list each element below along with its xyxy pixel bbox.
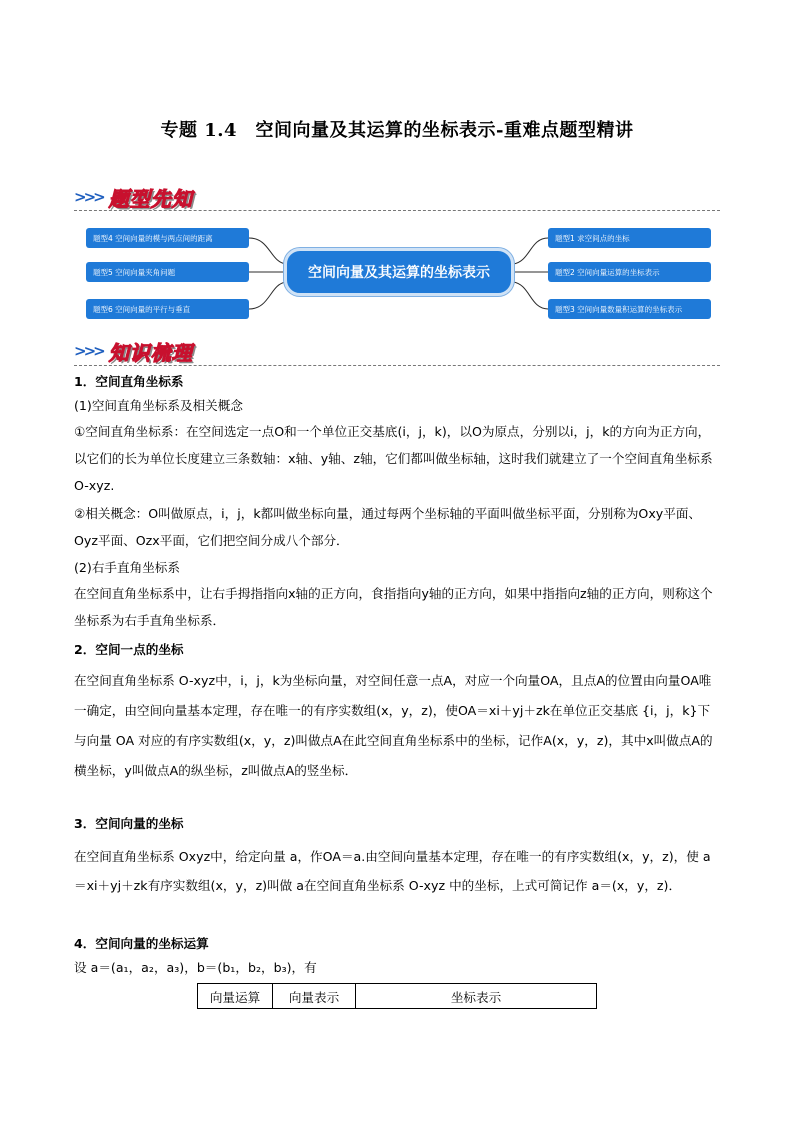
section-1-subheading-1: (1)空间直角坐标系及相关概念 [74, 398, 243, 413]
mindmap-node-type6: 题型6 空间向量的平行与垂直 [86, 299, 249, 319]
section-3-heading: 3．空间向量的坐标 [74, 816, 184, 831]
banner-arrows-icon: >>> [74, 342, 103, 360]
mindmap-node-type1: 题型1 求空间点的坐标 [548, 228, 711, 248]
connector-right-1 [513, 238, 548, 264]
section-1-paragraph-3: 在空间直角坐标系中，让右手拇指指向x轴的正方向，食指指向y轴的正方向，如果中指指向z轴的正方向，则称这个坐标系为右手直角坐标系． [74, 586, 713, 628]
connector-right-3 [513, 282, 548, 309]
section-1-paragraph-1: ①空间直角坐标系：在空间选定一点O和一个单位正交基底(i，j，k)，以O为原点，分别以i，j，k的方向为正方向，以它们的长为单位长度建立三条数轴：x轴、y轴、z轴，它们都叫做坐标轴，这时我们就建立了一个空间直角坐标系 O-xyz. [74, 424, 713, 493]
section-2-paragraph-1: 在空间直角坐标系 O-xyz中，i，j，k为坐标向量，对空间任意一点A，对应一个向量OA，且点A的位置由向量OA唯一确定，由空间向量基本定理，存在唯一的有序实数组(x，y，z)，使OA＝xi＋yj＋zk在单位正交基底 {i，j，k}下与向量 OA 对应的有序实数组(x，y，z)叫做点A在此空间直角坐标系中的坐标，记作A(x，y，z)，其中x叫做点A的横坐标，y叫做点A的纵坐标，z叫做点A的竖坐标． [74, 673, 713, 778]
section-1-subheading-2: (2)右手直角坐标系 [74, 560, 180, 575]
banner-label: 知识梳理 [108, 340, 193, 365]
mindmap-center-node: 空间向量及其运算的坐标表示 [284, 248, 514, 296]
table-header-row [198, 984, 597, 1009]
section-3-paragraph-1: 在空间直角坐标系 Oxyz中，给定向量 a，作OA＝a.由空间向量基本定理，存在唯一的有序实数组(x，y，z)，使 a＝xi＋yj＋zk有序实数组(x，y，z)叫做 a在空间直角坐标系 O-xyz 中的坐标，上式可简记作 a＝(x，y，z)． [74, 849, 711, 893]
section-4-paragraph-1: 设 a＝(a₁，a₂，a₃)，b＝(b₁，b₂，b₃)，有 [74, 960, 317, 975]
table-header-cell: 向量运算 [198, 984, 273, 1009]
page-title: 专题 1.4 空间向量及其运算的坐标表示-重难点题型精讲 [160, 120, 634, 141]
banner-label: 题型先知 [108, 186, 193, 211]
coordinate-operations-table [197, 983, 597, 1009]
banner-arrows-icon: >>> [74, 188, 103, 206]
section-2-heading: 2．空间一点的坐标 [74, 642, 184, 657]
table-header-cell: 向量表示 [273, 984, 356, 1009]
mindmap-node-type2: 题型2 空间向量运算的坐标表示 [548, 262, 711, 282]
mindmap-node-type3: 题型3 空间向量数量积运算的坐标表示 [548, 299, 711, 319]
section-4-heading: 4．空间向量的坐标运算 [74, 936, 209, 951]
section-1-paragraph-2: ②相关概念：O叫做原点，i，j，k都叫做坐标向量，通过每两个坐标轴的平面叫做坐标平面，分别称为Oxy平面、Oyz平面、Ozx平面，它们把空间分成八个部分． [74, 506, 702, 548]
section-banner-knowledge [74, 338, 193, 364]
mindmap-node-type4: 题型4 空间向量的模与两点间的距离 [86, 228, 249, 248]
mindmap-node-type5: 题型5 空间向量夹角问题 [86, 262, 249, 282]
connector-left-3 [249, 282, 286, 309]
divider [74, 365, 720, 366]
section-1-heading: 1．空间直角坐标系 [74, 374, 184, 389]
table-header-cell: 坐标表示 [356, 984, 597, 1009]
connector-left-1 [249, 238, 286, 264]
